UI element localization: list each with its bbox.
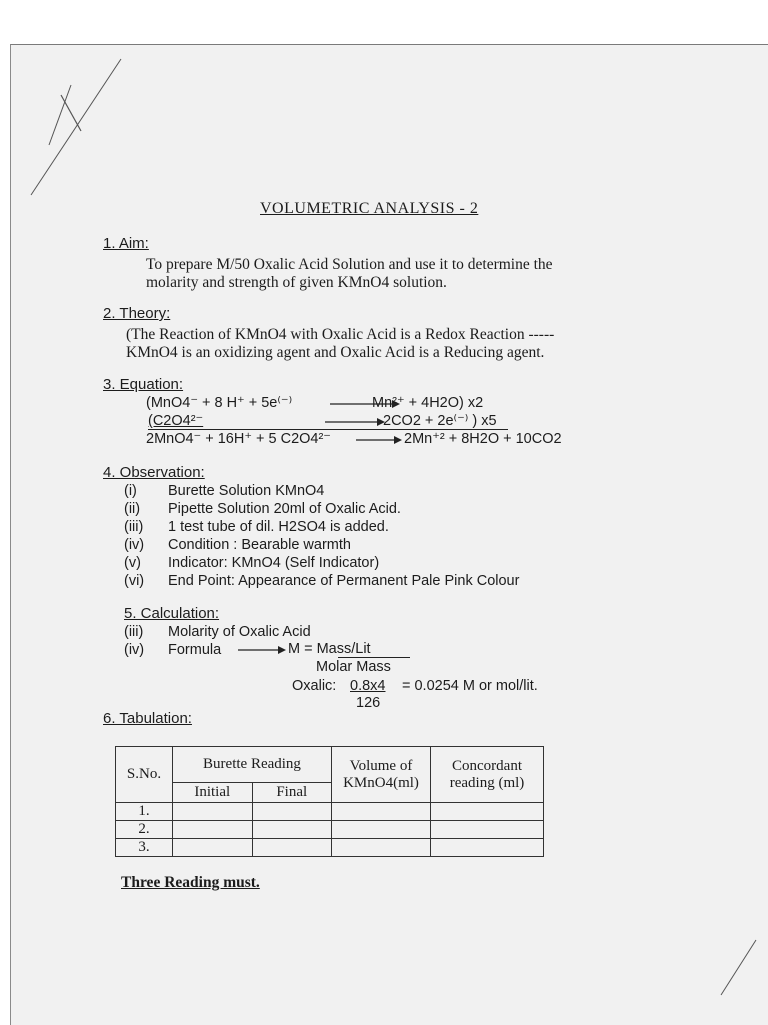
table-cell <box>332 803 431 821</box>
table-row <box>116 821 544 839</box>
list-item: (i) Burette Solution KMnO4 <box>124 483 325 499</box>
equation-divider <box>148 429 508 430</box>
observation-list <box>124 482 519 590</box>
theory-line-1: (The Reaction of KMnO4 with Oxalic Acid is a Redox Reaction ----- <box>126 326 555 343</box>
aim-heading <box>103 235 149 252</box>
equation-3-right: 2Mn⁺² + 8H2O + 10CO2 <box>404 431 562 447</box>
list-item: (iv) Formula <box>124 642 222 658</box>
aim-heading-text: 1. Aim: <box>103 235 149 252</box>
table-cell <box>252 803 332 821</box>
equation-1-left: (MnO4⁻ + 8 H⁺ + 5e⁽⁻⁾ <box>146 395 293 411</box>
table-cell <box>173 803 253 821</box>
header-volume: Volume of KMnO4(ml) <box>332 747 431 803</box>
table-cell <box>252 839 332 857</box>
list-item: (vi) End Point: Appearance of Permanent Pale Pink Colour <box>124 573 520 589</box>
header-initial: Initial <box>173 783 253 803</box>
calculation-heading: 5. Calculation: <box>124 605 220 622</box>
table-cell <box>431 839 544 857</box>
tabulation-heading: 6. Tabulation: <box>103 710 192 727</box>
row-number: 3. <box>116 839 173 857</box>
page-title: VOLUMETRIC ANALYSIS - 2 <box>260 200 479 217</box>
header-burette: Burette Reading <box>173 747 332 783</box>
formula-divider <box>338 657 410 658</box>
aim-line-2: molarity and strength of given KMnO4 solution. <box>146 274 447 291</box>
table-cell <box>252 821 332 839</box>
oxalic-denominator: 126 <box>356 695 381 711</box>
list-item: (iii) 1 test tube of dil. H2SO4 is added. <box>124 519 389 535</box>
aim-line-1: To prepare M/50 Oxalic Acid Solution and use it to determine the <box>146 256 553 273</box>
list-item: (iv) Condition : Bearable warmth <box>124 537 351 553</box>
equation-2-left: (C2O4²⁻ <box>148 413 204 429</box>
equation-heading: 3. Equation: <box>103 376 184 393</box>
oxalic-result: = 0.0254 M or mol/lit. <box>402 678 538 694</box>
table-cell <box>332 839 431 857</box>
header-concordant: Concordant reading (ml) <box>431 747 544 803</box>
theory-line-2: KMnO4 is an oxidizing agent and Oxalic Acid is a Reducing agent. <box>126 344 545 361</box>
oxalic-numerator: 0.8x4 <box>350 678 386 694</box>
arrow-icon <box>325 417 385 427</box>
oxalic-label: Oxalic: <box>292 678 337 694</box>
table-row <box>116 839 544 857</box>
formula-result: M = Mass/Lit <box>288 641 371 657</box>
header-final: Final <box>252 783 332 803</box>
table-cell <box>173 821 253 839</box>
note-text: Three Reading must. <box>121 874 260 891</box>
arrow-icon <box>356 435 402 445</box>
equation-2-right: 2CO2 + 2e⁽⁻⁾ ) x5 <box>383 413 497 429</box>
readings-table <box>115 746 544 857</box>
row-number: 1. <box>116 803 173 821</box>
theory-heading: 2. Theory: <box>103 305 171 322</box>
list-item: (v) Indicator: KMnO4 (Self Indicator) <box>124 555 380 571</box>
list-item: (iii) Molarity of Oxalic Acid <box>124 624 311 640</box>
list-item: (ii) Pipette Solution 20ml of Oxalic Acid. <box>124 501 401 517</box>
formula-denominator: Molar Mass <box>316 659 391 675</box>
table-cell <box>431 803 544 821</box>
arrow-icon <box>238 645 286 655</box>
table-cell <box>173 839 253 857</box>
table-row <box>116 803 544 821</box>
table-cell <box>332 821 431 839</box>
equation-3-left: 2MnO4⁻ + 16H⁺ + 5 C2O4²⁻ <box>146 431 331 447</box>
equation-1-right: Mn²⁺ + 4H2O) x2 <box>372 395 484 411</box>
table-cell <box>431 821 544 839</box>
observation-heading: 4. Observation: <box>103 464 205 481</box>
row-number: 2. <box>116 821 173 839</box>
header-sno: S.No. <box>116 747 173 803</box>
